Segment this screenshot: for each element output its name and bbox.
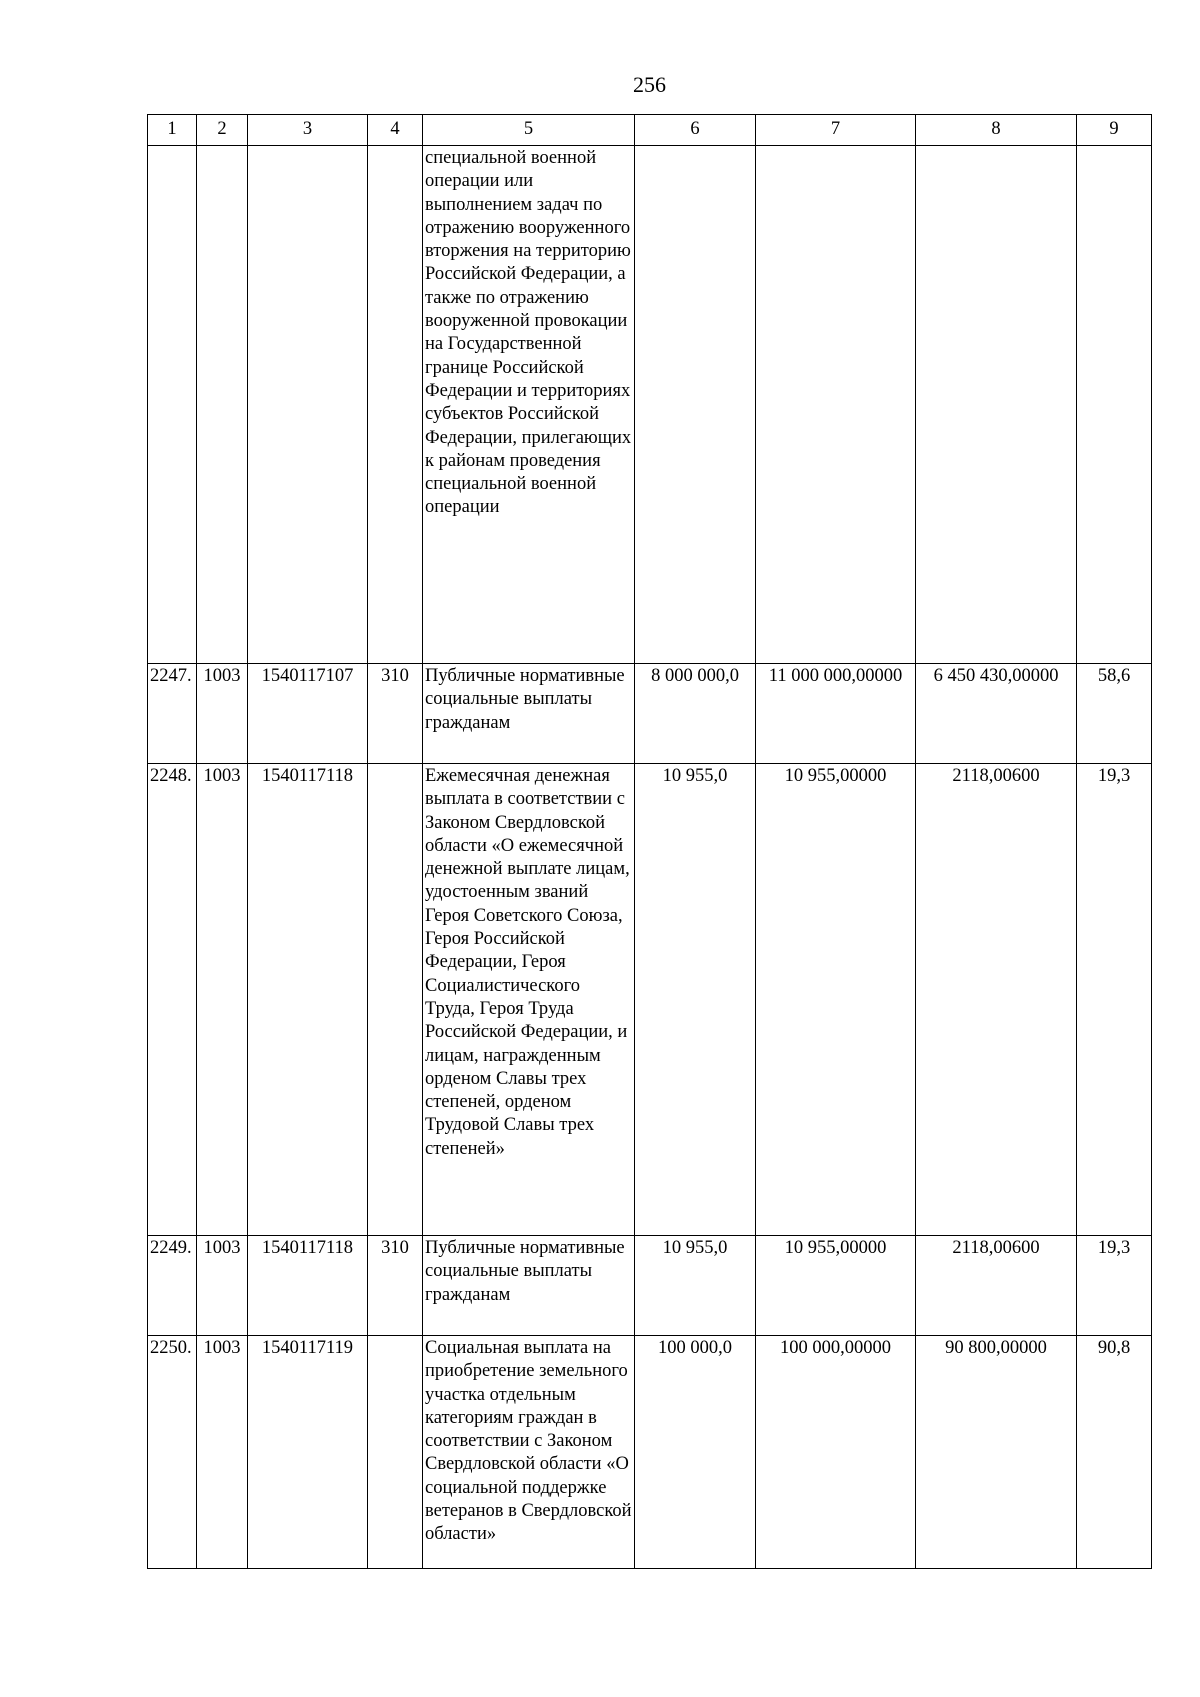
row-number-cell: [148, 146, 197, 664]
target-code-cell: 1540117118: [248, 1236, 368, 1336]
page-number: 256: [633, 72, 666, 97]
amount-cell: 2118,00600: [916, 1236, 1077, 1336]
budget-table: [147, 114, 1152, 1569]
amount-cell: 11 000 000,00000: [756, 664, 916, 764]
amount-cell: 10 955,0: [635, 1236, 756, 1336]
expense-type-cell: [368, 146, 423, 664]
expense-type-cell: [368, 764, 423, 1236]
amount-cell: 90 800,00000: [916, 1336, 1077, 1569]
amount-cell: 2118,00600: [916, 764, 1077, 1236]
column-header: 8: [916, 115, 1077, 146]
expense-type-cell: [368, 1336, 423, 1569]
percent-cell: 19,3: [1077, 764, 1152, 1236]
column-header: 1: [148, 115, 197, 146]
section-code-cell: 1003: [197, 1236, 248, 1336]
column-header: 6: [635, 115, 756, 146]
description-cell: специальной военной операции или выполнением задач по отражению вооруженного вторжения на территорию Российской Федерации, а также по отражению вооруженной провокации на Государственной границе Российской Федерации и территориях субъектов Российской Федерации, прилегающих к районам проведения специальной военной операции: [423, 146, 635, 664]
table-row: [148, 764, 1152, 1236]
percent-cell: 19,3: [1077, 1236, 1152, 1336]
expense-type-cell: 310: [368, 1236, 423, 1336]
section-code-cell: [197, 146, 248, 664]
column-header: 2: [197, 115, 248, 146]
column-header: 7: [756, 115, 916, 146]
row-number-cell: 2248.: [148, 764, 197, 1236]
target-code-cell: [248, 146, 368, 664]
description-cell: Публичные нормативные социальные выплаты гражданам: [423, 1236, 635, 1336]
description-cell: Публичные нормативные социальные выплаты гражданам: [423, 664, 635, 764]
description-cell: Ежемесячная денежная выплата в соответствии с Законом Свердловской области «О ежемесячной денежной выплате лицам, удостоенным званий Героя Советского Союза, Героя Российской Федерации, Героя Социалистического Труда, Героя Труда Российской Федерации, и лицам, награжденным орденом Славы трех степеней, орденом Трудовой Славы трех степеней»: [423, 764, 635, 1236]
column-header: 5: [423, 115, 635, 146]
percent-cell: 58,6: [1077, 664, 1152, 764]
row-number-cell: 2249.: [148, 1236, 197, 1336]
amount-cell: [916, 146, 1077, 664]
row-number-cell: 2250.: [148, 1336, 197, 1569]
table-row: [148, 664, 1152, 764]
description-cell: Социальная выплата на приобретение земельного участка отдельным категориям граждан в соответствии с Законом Свердловской области «О социальной поддержке ветеранов в Свердловской области»: [423, 1336, 635, 1569]
percent-cell: 90,8: [1077, 1336, 1152, 1569]
section-code-cell: 1003: [197, 764, 248, 1236]
amount-cell: 10 955,00000: [756, 764, 916, 1236]
row-number-cell: 2247.: [148, 664, 197, 764]
column-header: 4: [368, 115, 423, 146]
amount-cell: 6 450 430,00000: [916, 664, 1077, 764]
amount-cell: 10 955,00000: [756, 1236, 916, 1336]
target-code-cell: 1540117107: [248, 664, 368, 764]
expense-type-cell: 310: [368, 664, 423, 764]
column-header: 3: [248, 115, 368, 146]
target-code-cell: 1540117119: [248, 1336, 368, 1569]
amount-cell: 100 000,0: [635, 1336, 756, 1569]
target-code-cell: 1540117118: [248, 764, 368, 1236]
amount-cell: 10 955,0: [635, 764, 756, 1236]
section-code-cell: 1003: [197, 664, 248, 764]
section-code-cell: 1003: [197, 1336, 248, 1569]
table-row: [148, 1336, 1152, 1569]
percent-cell: [1077, 146, 1152, 664]
amount-cell: 100 000,00000: [756, 1336, 916, 1569]
amount-cell: [756, 146, 916, 664]
table-row: [148, 1236, 1152, 1336]
table-row: [148, 146, 1152, 664]
column-header: 9: [1077, 115, 1152, 146]
amount-cell: 8 000 000,0: [635, 664, 756, 764]
table-header-row: [148, 115, 1152, 146]
amount-cell: [635, 146, 756, 664]
